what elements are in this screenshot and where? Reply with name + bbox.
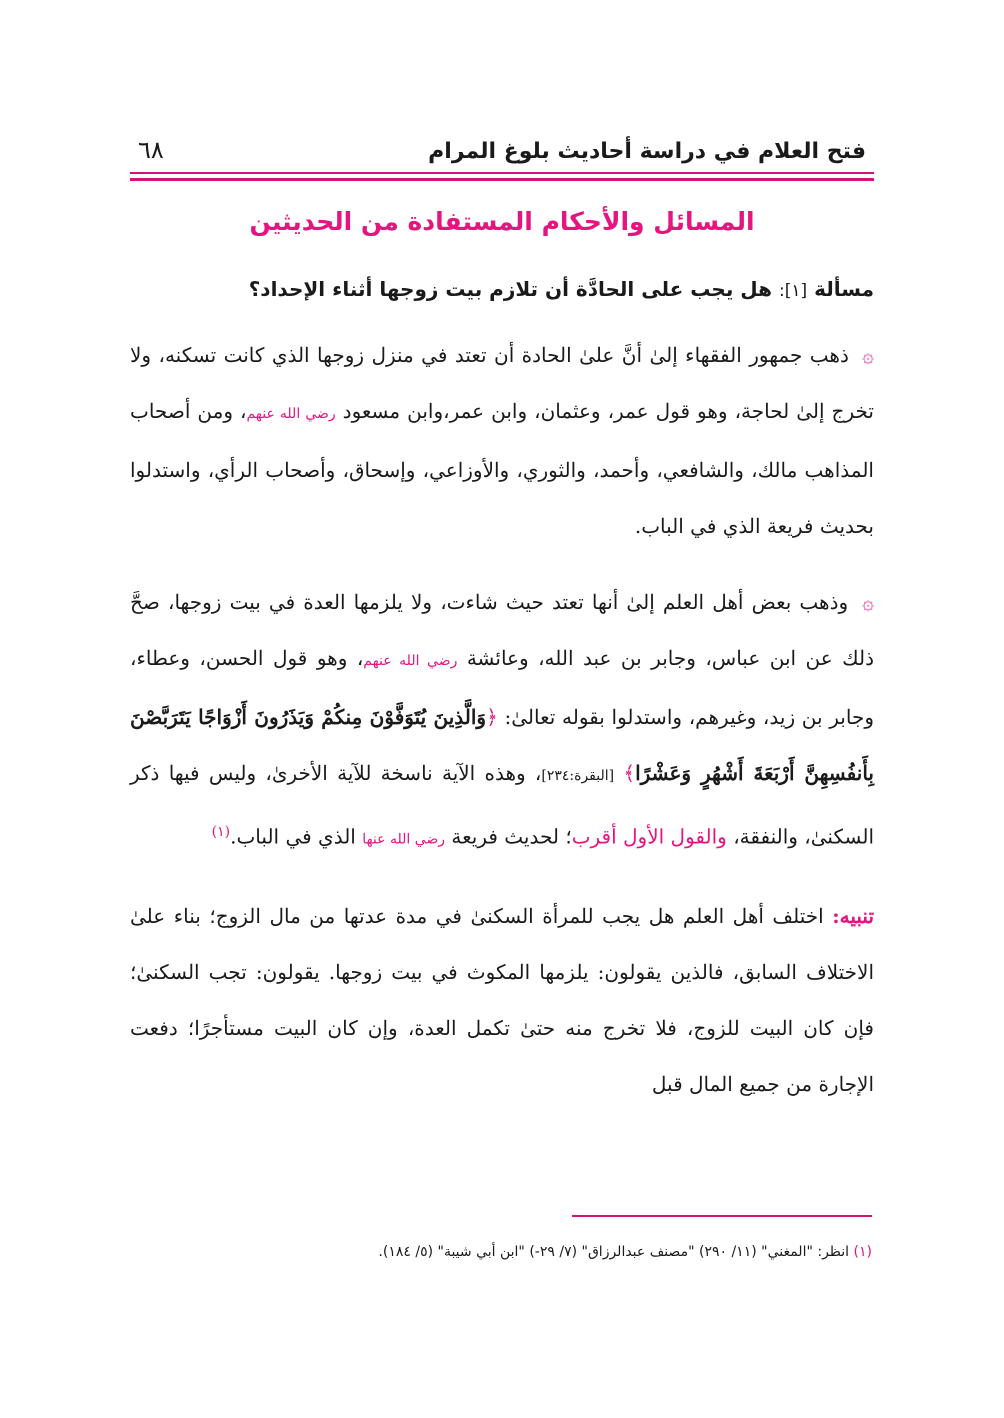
question-heading (130, 277, 874, 317)
section-title: المسائل والأحكام المستفادة من الحديثين (249, 207, 755, 236)
flower-bullet-icon: ۞ (862, 343, 874, 367)
question-number: [١]: (778, 281, 808, 301)
paragraph-note (130, 888, 874, 1112)
paragraph-text: ، ومن أصحاب المذاهب مالك، والشافعي، وأحمد، والثوري، والأوزاعي، وإسحاق، وأصحاب الرأي، واستدلوا بحديث فريعة الذي في الباب. (130, 399, 874, 538)
paragraph-text: وذهب بعض أهل العلم إلىٰ أنها تعتد حيث شاءت، ولا يلزمها العدة في بيت زوجها، صحَّ ذلك عن ابن عباس، وجابر بن عبد الله، وعائشة (130, 590, 874, 670)
verse-citation: [البقرة:٢٣٤] (541, 768, 615, 784)
paragraph-text: اختلف أهل العلم هل يجب للمرأة السكنىٰ في مدة عدتها من مال الزوج؛ بناء علىٰ الاختلاف السابق، فالذين يقولون: يلزمها المكوث في بيت زوجها. يقولون: تجب السكنىٰ؛ فإن كان البيت للزوج، فلا تخرج منه حتىٰ تكمل العدة، وإن كان البيت مستأجرًا؛ دفعت الإجارة من جميع المال قبل (130, 903, 875, 1096)
book-title: فتح العلام في دراسة أحاديث بلوغ المرام (428, 139, 866, 164)
paragraph-text: ذهب جمهور الفقهاء إلىٰ أنَّ علىٰ الحادة أن تعتد في منزل زوجها الذي كانت تسكنه، ولا تخرج إلىٰ لحاجة، وهو قول عمر، وعثمان، وابن عمر،وابن مسعود (130, 343, 874, 423)
paragraph-text: ، وهو قول الحسن، وعطاء، وجابر بن زيد، وغيرهم، واستدلوا بقوله تعالىٰ: (130, 646, 874, 729)
page (130, 120, 874, 1132)
question-label: مسألة (814, 277, 874, 301)
honorific-glyph: رضي الله عنهم (363, 653, 458, 669)
paragraph-minority-view (130, 574, 874, 868)
preferred-view-highlight: والقول الأول أقرب (571, 824, 727, 849)
question-text: هل يجب على الحادَّة أن تلازم بيت زوجها أثناء الإحداد؟ (248, 277, 773, 301)
running-header (130, 120, 874, 164)
quran-verse: وَالَّذِينَ يُتَوَفَّوْنَ مِنكُمْ وَيَذَرُونَ أَزْوَاجًا يَتَرَبَّصْنَ بِأَنفُسِهِنَّ أَرْبَعَةَ أَشْهُرٍ وَعَشْرًا (130, 705, 874, 785)
footnote (128, 1244, 872, 1260)
footnote-divider (572, 1215, 872, 1217)
flower-bullet-icon: ۞ (862, 590, 874, 614)
paragraph-majority-view (130, 327, 874, 554)
note-label: تنبيه: (832, 903, 875, 928)
paragraph-text: ، وهذه الآية ناسخة للآية الأخرىٰ، وليس فيها ذكر السكنىٰ، والنفقة، (130, 761, 874, 849)
paragraph-text: ؛ لحديث فريعة (451, 824, 572, 849)
footnote-number: (١) (853, 1244, 872, 1260)
header-divider-thick (130, 178, 874, 181)
paragraph-text: الذي في الباب. (230, 824, 356, 849)
honorific-glyph: رضي الله عنها (362, 831, 446, 848)
honorific-glyph: رضي الله عنهم (246, 406, 336, 422)
footnote-reference[interactable]: (١) (211, 824, 231, 840)
quran-open-bracket: ﴿ (486, 705, 498, 729)
page-number: ٦٨ (138, 136, 164, 164)
quran-close-bracket: ﴾ (623, 761, 636, 785)
footnote-text: انظر: "المغني" (١١/ ٢٩٠) "مصنف عبدالرزاق" (٧/ ٢٩-) "ابن أبي شيبة" (٥/ ١٨٤). (378, 1244, 850, 1260)
header-divider-thin (130, 172, 874, 174)
